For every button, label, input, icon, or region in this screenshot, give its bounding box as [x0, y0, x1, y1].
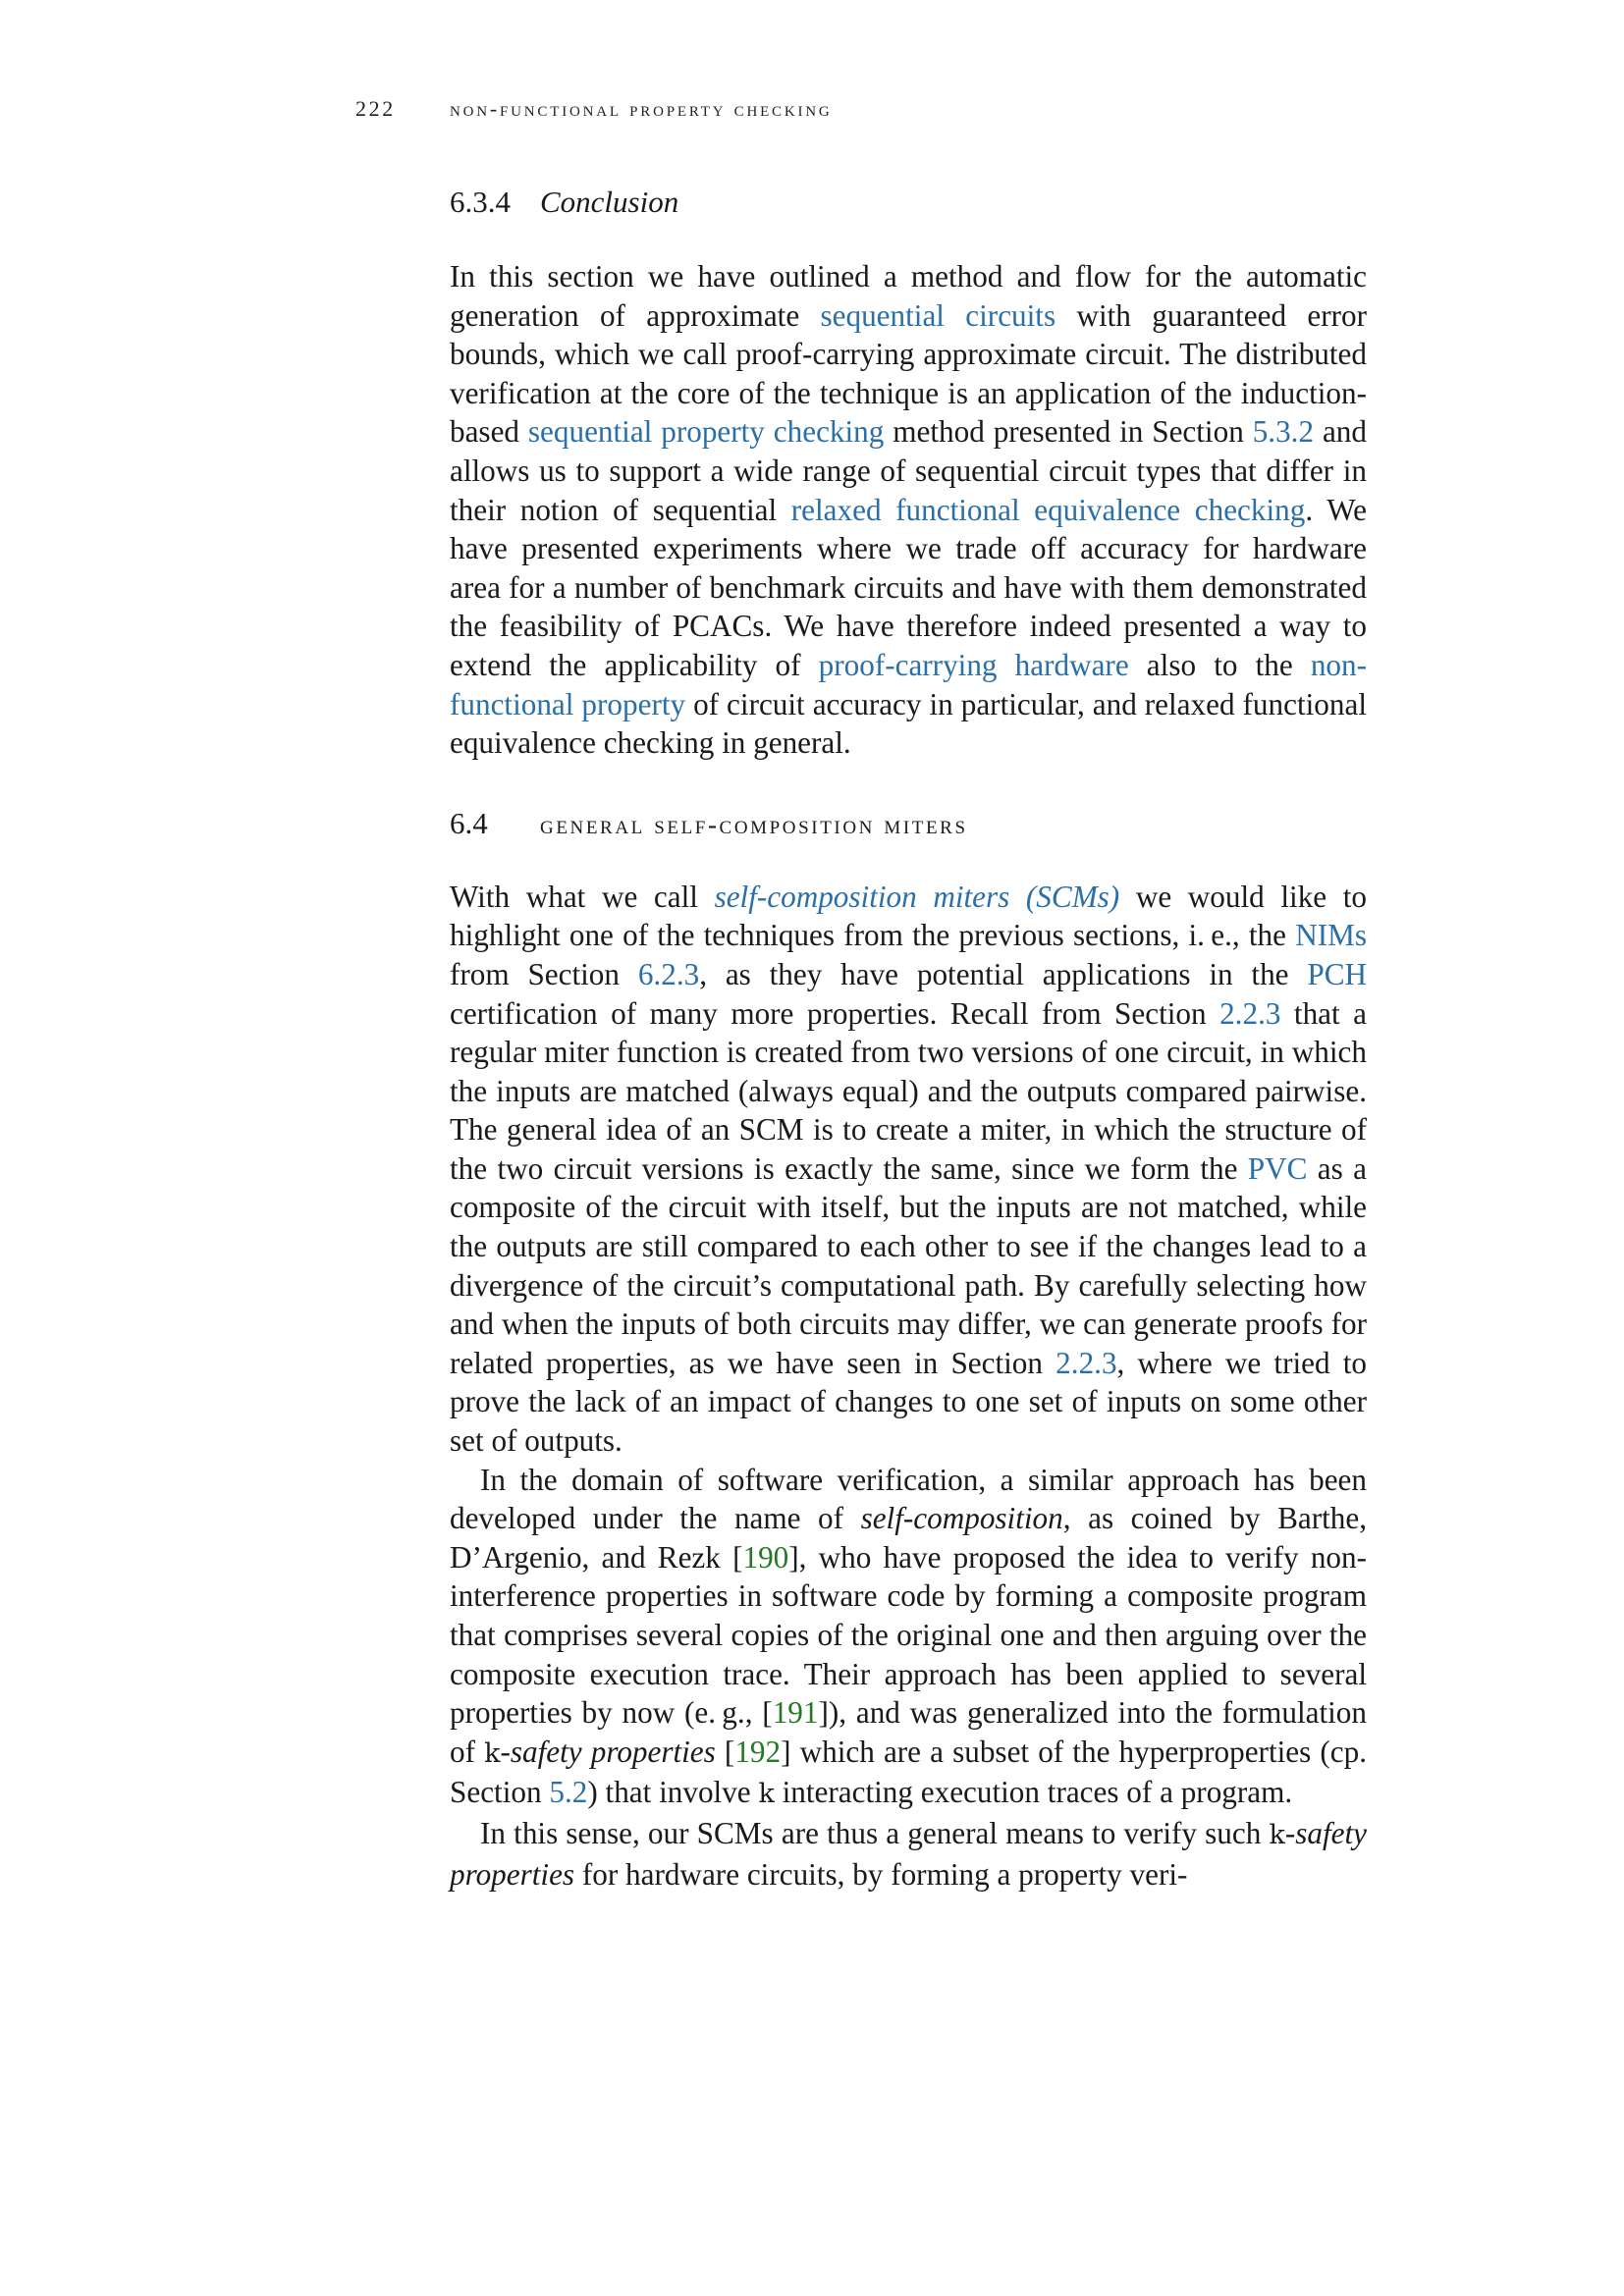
glossary-link-proof-carrying-hardware[interactable]: proof-carrying hardware: [818, 647, 1129, 682]
citation-190[interactable]: 190: [742, 1539, 789, 1575]
k-safety-paragraph: In this sense, our SCMs are thus a general means to verify such k-safety properties for hardware circuits, by forming a property veri-: [450, 1815, 1367, 1892]
section-ref-5-2[interactable]: 5.2: [549, 1775, 588, 1810]
glossary-link-relaxed-functional-equivalence-checking[interactable]: relaxed functional equivalence checking: [790, 492, 1306, 527]
section-heading: [450, 804, 1367, 844]
section-number: 6.4: [450, 805, 488, 840]
page-body: [450, 183, 1367, 1894]
scm-intro-paragraph: With what we call self-composition miters (SCMs) we would like to highlight one of the techniques from the previous sections, i. e., the NIMs from Section 6.2.3, as they have potential applications in the PCH certification of many more properties. Recall from Section 2.2.3 that a regular miter function is created from two versions of one circuit, in which the inputs are matched (always equal) and the outputs compared pairwise. The general idea of an SCM is to create a miter, in which the structure of the two circuit versions is exactly the same, since we form the PVC as a composite of the circuit with itself, but the inputs are not matched, while the outputs are still compared to each other to see if the changes lead to a divergence of the circuit’s computational path. By carefully selecting how and when the inputs of both circuits may differ, we can generate proofs for related properties, as we have seen in Section 2.2.3, where we tried to prove the lack of an impact of changes to one set of inputs on some other set of outputs.: [450, 879, 1368, 1459]
conclusion-paragraph: In this section we have outlined a method and flow for the automatic generation of approximate sequential circuits with guaranteed error bounds, which we call proof-carrying approximate circuit. The distributed verification at the core of the technique is an application of the induction-based sequential property checking method presented in Section 5.3.2 and allows us to support a wide range of sequential circuit types that differ in their notion of sequential relaxed functional equivalence checking. We have presented experiments where we trade off accuracy for hardware area for a number of benchmark circuits and have with them demonstrated the feasibility of PCACs. We have therefore indeed presented a way to extend the applicability of proof-carrying hardware also to the non-functional property of circuit accuracy in particular, and relaxed functional equivalence checking in general.: [450, 259, 1367, 761]
subsection-heading: [450, 183, 1367, 222]
glossary-link-non-functional-property[interactable]: non-functional property: [450, 647, 1367, 721]
glossary-link-sequential-property-checking[interactable]: sequential property checking: [527, 414, 885, 450]
glossary-link-pvc[interactable]: PVC: [1247, 1150, 1308, 1186]
section-ref-2-2-3[interactable]: 2.2.3: [1219, 995, 1281, 1031]
citation-192[interactable]: 192: [734, 1734, 782, 1769]
page-number: 222: [355, 96, 396, 121]
citation-191[interactable]: 191: [772, 1695, 819, 1731]
chapter-title: non-functional property checking: [450, 96, 833, 121]
glossary-link-sequential-circuits[interactable]: sequential circuits: [820, 297, 1056, 333]
software-verification-paragraph: In the domain of software verification, a similar approach has been developed under the name of self-composition, as coined by Barthe, D’Argenio, and Rezk [190], who have proposed the idea to verify non-interference properties in software code by forming a composite program that comprises several copies of the original one and then arguing over the composite execution trace. Their approach has been applied to several properties by now (e. g., [191]), and was generalized into the formulation of k-safety properties [192] which are a subset of the hyperproperties (cp. Section 5.2) that involve k interacting execution traces of a program.: [450, 1462, 1367, 1810]
running-head: [355, 96, 833, 122]
section-ref-6-2-3[interactable]: 6.2.3: [637, 956, 700, 991]
glossary-link-nims[interactable]: NIMs: [1295, 918, 1367, 953]
section-title: general self-composition miters: [540, 809, 968, 839]
glossary-link-pch[interactable]: PCH: [1307, 956, 1368, 991]
section-ref-5-3-2[interactable]: 5.3.2: [1252, 414, 1315, 450]
section-ref-2-2-3-second[interactable]: 2.2.3: [1056, 1345, 1117, 1380]
subsection-number: 6.3.4: [450, 185, 511, 219]
subsection-title: Conclusion: [540, 185, 679, 219]
glossary-link-self-composition-miters[interactable]: self-composition miters (SCMs): [714, 879, 1120, 914]
